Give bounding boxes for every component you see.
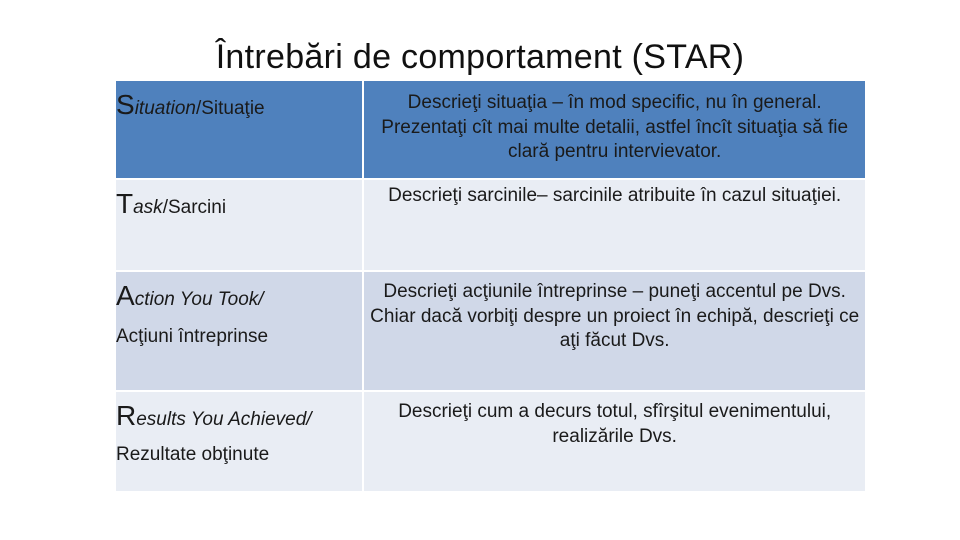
- term-translation: Acţiuni întreprinse: [116, 325, 269, 347]
- table-row-situation: [116, 81, 866, 179]
- term-initial: R: [116, 400, 137, 431]
- term-translation: Rezultate obţinute: [116, 443, 270, 465]
- term-rest: ituation: [134, 98, 196, 119]
- description-cell-action: [363, 271, 866, 391]
- term-action: [116, 280, 264, 311]
- term-rest: esults You Achieved/: [136, 409, 312, 430]
- description-task: Descrieţi sarcinile– sarcinile atribuite în cazul situaţiei.: [388, 185, 842, 206]
- description-action: Descrieţi acţiunile întreprinse – puneţi accentul pe Dvs. Chiar dacă vorbiţi despre un proiect în echipă, descrieţi ce aţi făcut Dvs.: [370, 281, 860, 352]
- term-initial: S: [116, 89, 135, 120]
- term-cell-task: [116, 179, 363, 271]
- table-row-task: [116, 179, 866, 271]
- table-row-results: [116, 391, 866, 492]
- term-situation: [116, 89, 196, 120]
- term-translation: /Situaţie: [195, 98, 265, 119]
- term-cell-action: [116, 271, 363, 391]
- description-cell-results: [363, 391, 866, 492]
- term-results: [116, 400, 312, 431]
- term-rest: ction You Took/: [134, 289, 264, 310]
- slide-title: Întrebări de comportament (STAR): [215, 38, 745, 76]
- description-cell-situation: [363, 81, 866, 179]
- term-rest: ask: [133, 197, 163, 218]
- term-task: [116, 188, 163, 219]
- description-results: Descrieţi cum a decurs totul, sfîrşitul evenimentului, realizările Dvs.: [398, 401, 832, 447]
- term-cell-results: [116, 391, 363, 492]
- term-translation: /Sarcini: [162, 197, 227, 218]
- term-cell-situation: [116, 81, 363, 179]
- description-cell-task: [363, 179, 866, 271]
- term-initial: A: [116, 280, 135, 311]
- table-row-action: [116, 271, 866, 391]
- description-situation: Descrieţi situaţia – în mod specific, nu în general. Prezentaţi cît mai multe detalii, astfel încît situaţia să fie clară pentru intervievator.: [381, 92, 849, 163]
- star-table: [116, 81, 867, 493]
- term-initial: T: [116, 188, 134, 219]
